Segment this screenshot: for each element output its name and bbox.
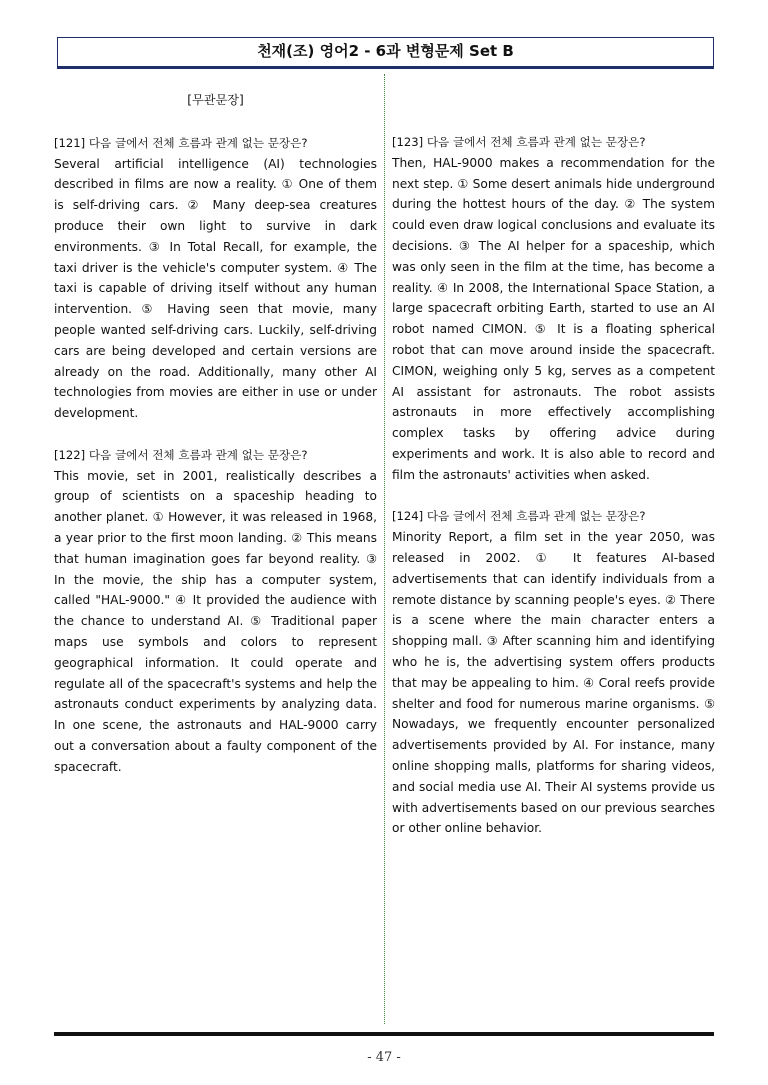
question-124 xyxy=(392,506,715,839)
question-passage: Several artificial intelligence (AI) technologies described in films are now a reality. ① One of them is self-driving cars. ② Many deep-sea creatures produce their own light to survive in dark environments. ③ In Total Recall, for example, the taxi driver is the vehicle's computer system. ④ The taxi is capable of driving itself without any human intervention. ⑤ Having seen that movie, many people wanted self-driving cars. Luckily, self-driving cars are being developed and certain versions are already on the road. Additionally, many other AI technologies from movies are either in use or under development. xyxy=(54,156,377,421)
question-heading: [121] 다음 글에서 전체 흐름과 관계 없는 문장은? xyxy=(54,135,308,150)
left-column xyxy=(54,90,377,798)
section-label: [무관문장] xyxy=(187,93,244,107)
question-passage: This movie, set in 2001, realistically describes a group of scientists on a spaceship heading to another planet. ① However, it was released in 1968, a year prior to the first moon landing. ② This means that human imagination goes far beyond reality. ③ In the movie, the ship has a computer system, called "HAL-9000." ④ It provided the audience with the chance to understand AI. ⑤ Traditional paper maps use symbols and colors to represent geographical information. It could operate and regulate all of the spacecraft's systems and help the astronauts conduct experiments by analyzing data. In one scene, the astronauts and HAL-9000 carry out a conversation about a faulty component of the spacecraft. xyxy=(54,468,377,774)
question-heading: [122] 다음 글에서 전체 흐름과 관계 없는 문장은? xyxy=(54,447,308,462)
right-column xyxy=(392,90,715,860)
page-number: - 47 - xyxy=(367,1050,401,1065)
question-121 xyxy=(54,133,377,424)
question-heading: [123] 다음 글에서 전체 흐름과 관계 없는 문장은? xyxy=(392,135,646,149)
page-title: 천재(조) 영어2 - 6과 변형문제 Set B xyxy=(57,37,714,67)
question-passage: Minority Report, a film set in the year 2050, was released in 2002. ① It features AI-based advertisements that can identify individuals from a remote distance by scanning people's eyes. ② There is a scene where the main character enters a shopping mall. ③ After scanning him and identifying who he is, the advertising system offers products that may be appealing to him. ④ Coral reefs provide shelter and food for numerous marine organisms. ⑤ Nowadays, we frequently encounter personalized advertisements provided by AI. For instance, many online shopping malls, platforms for sharing videos, and social media use AI. Their AI systems provide us with advertisements based on our previous searches or other online behavior. xyxy=(392,530,715,836)
question-123 xyxy=(392,132,715,486)
footer-rule xyxy=(54,1032,714,1036)
question-passage: Then, HAL-9000 makes a recommendation for the next step. ① Some desert animals hide underground during the hottest hours of the day. ② The system could even draw logical conclusions and evaluate its decisions. ③ The AI helper for a spaceship, which was only seen in the film at the time, has become a reality. ④ In 2008, the International Space Station, a large spacecraft orbiting Earth, started to use an AI robot named CIMON. ⑤ It is a floating spherical robot that can move around inside the spacecraft. CIMON, weighing only 5 kg, serves as a competent AI assistant for astronauts. The robot assists astronauts in more effectively accomplishing complex tasks by offering advice during experiments and work. It is also able to record and film the astronauts' activities when asked. xyxy=(392,155,715,482)
column-divider xyxy=(384,74,385,1024)
question-heading: [124] 다음 글에서 전체 흐름과 관계 없는 문장은? xyxy=(392,509,646,524)
question-122 xyxy=(54,445,377,778)
